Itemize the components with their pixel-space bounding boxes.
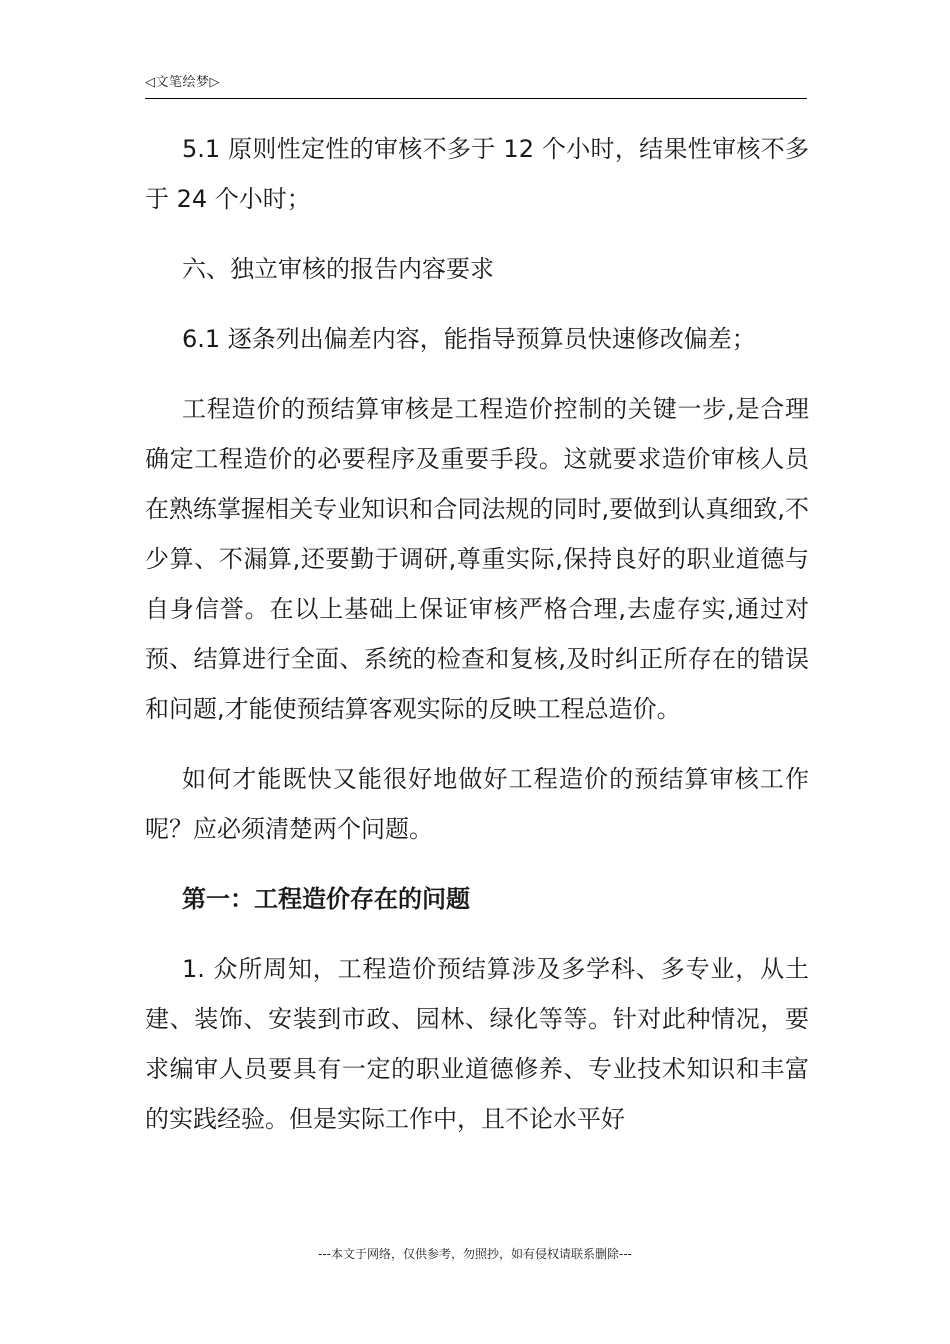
paragraph-how-to-review: 如何才能既快又能很好地做好工程造价的预结算审核工作呢？应必须清楚两个问题。 [145,765,809,843]
paragraph-multidiscipline: 1. 众所周知，工程造价预结算涉及多学科、多专业，从土建、装饰、安装到市政、园林、绿化等等。针对此种情况，要求编审人员要具有一定的职业道德修养、专业技术知识和丰富的实践经验。但是实际工作中，且不论水平好 [145,955,809,1133]
section-heading-cost-problems: 第一：工程造价存在的问题 [182,885,470,913]
document-body [145,124,809,1144]
page-header [145,74,807,99]
header-title: ◁文笔绘梦▷ [145,75,220,90]
paragraph-list-deviations: 6.1 逐条列出偏差内容，能指导预算员快速修改偏差； [182,325,756,353]
paragraph-cost-review-intro: 工程造价的预结算审核是工程造价控制的关键一步,是合理确定工程造价的必要程序及重要手段。这就要求造价审核人员在熟练掌握相关专业知识和合同法规的同时,要做到认真细致,不少算、不漏算,还要勤于调研,尊重实际,保持良好的职业道德与自身信誉。在以上基础上保证审核严格合理,去虚存实,通过对预、结算进行全面、系统的检查和复核,及时纠正所存在的错误和问题,才能使预结算客观实际的反映工程总造价。 [145,395,809,723]
paragraph-review-time: 5.1 原则性定性的审核不多于 12 个小时，结果性审核不多于 24 个小时； [145,135,809,213]
section-heading-report-requirements: 六、独立审核的报告内容要求 [182,255,494,283]
page-footer: ---本文于网络，仅供参考，勿照抄，如有侵权请联系删除--- [318,1247,632,1261]
